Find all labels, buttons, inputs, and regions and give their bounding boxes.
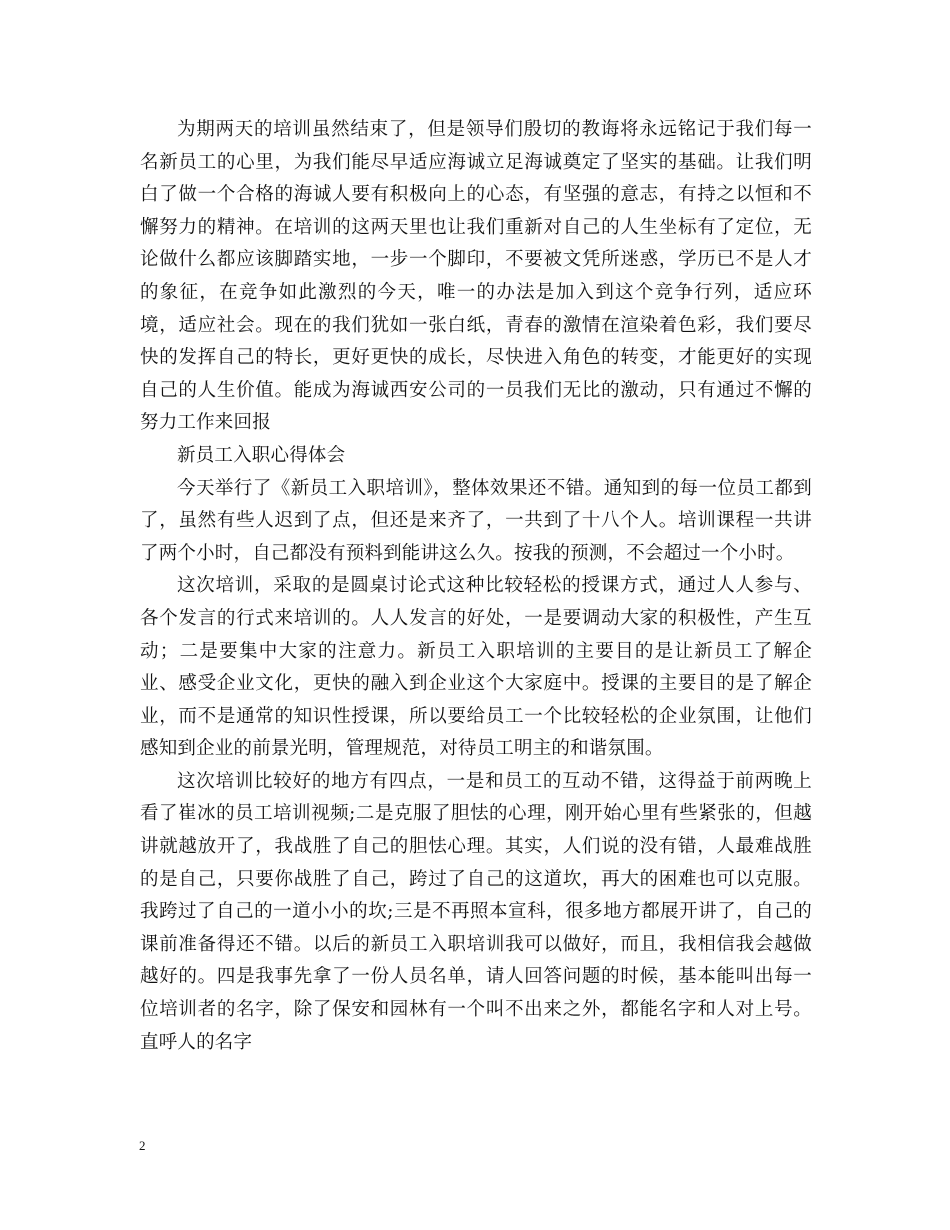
paragraph-closing-reflection: 为期两天的培训虽然结束了，但是领导们殷切的教诲将永远铭记于我们每一名新员工的心里，为我们能尽早适应海诚立足海诚奠定了坚实的基础。让我们明白了做一个合格的海诚人要有积极向上的心态，有坚强的意志，有持之以恒和不懈努力的精神。在培训的这两天里也让我们重新对自己的人生坐标有了定位，无论做什么都应该脚踏实地，一步一个脚印，不要被文凭所迷惑，学历已不是人才的象征，在竞争如此激烈的今天，唯一的办法是加入到这个竞争行列，适应环境，适应社会。现在的我们犹如一张白纸，青春的激情在渲染着色彩，我们要尽快的发挥自己的特长，更好更快的成长，尽快进入角色的转变，才能更好的实现自己的人生价值。能成为海诚西安公司的一员我们无比的激动，只有通过不懈的努力工作来回报: [140, 119, 812, 434]
section-heading: 新员工入职心得体会: [177, 444, 346, 466]
paragraph-training-method: 这次培训，采取的是圆桌讨论式这种比较轻松的授课方式，通过人人参与、各个发言的行式来培训的。人人发言的好处，一是要调动大家的积极性，产生互动；二是要集中大家的注意力。新员工入职培训的主要目的是让新员工了解企业、感受企业文化，更快的融入到企业这个大家庭中。授课的主要目的是了解企业，而不是通常的知识性授课，所以要给员工一个比较轻松的企业氛围，让他们感知到企业的前景光明，管理规范，对待员工明主的和谐氛围。: [140, 575, 812, 760]
document-body: [140, 114, 812, 1059]
paragraph-training-overview: 今天举行了《新员工入职培训》，整体效果还不错。通知到的每一位员工都到了，虽然有些人迟到了点，但还是来齐了，一共到了十八个人。培训课程一共讲了两个小时，自己都没有预料到能讲这么久。按我的预测，不会超过一个小时。: [140, 477, 812, 564]
page-number: 2: [139, 1138, 146, 1153]
paragraph-training-highlights: 这次培训比较好的地方有四点，一是和员工的互动不错，这得益于前两晚上看了崔冰的员工培训视频;二是克服了胆怯的心理，刚开始心里有些紧张的，但越讲就越放开了，我战胜了自己的胆怯心理。其实，人们说的没有错，人最难战胜的是自己，只要你战胜了自己，跨过了自己的这道坎，再大的困难也可以克服。我跨过了自己的一道小小的坎;三是不再照本宣科，很多地方都展开讲了，自己的课前准备得还不错。以后的新员工入职培训我可以做好，而且，我相信我会越做越好的。四是我事先拿了一份人员名单，请人回答问题的时候，基本能叫出每一位培训者的名字，除了保安和园林有一个叫不出来之外，都能名字和人对上号。直呼人的名字: [140, 770, 812, 1053]
